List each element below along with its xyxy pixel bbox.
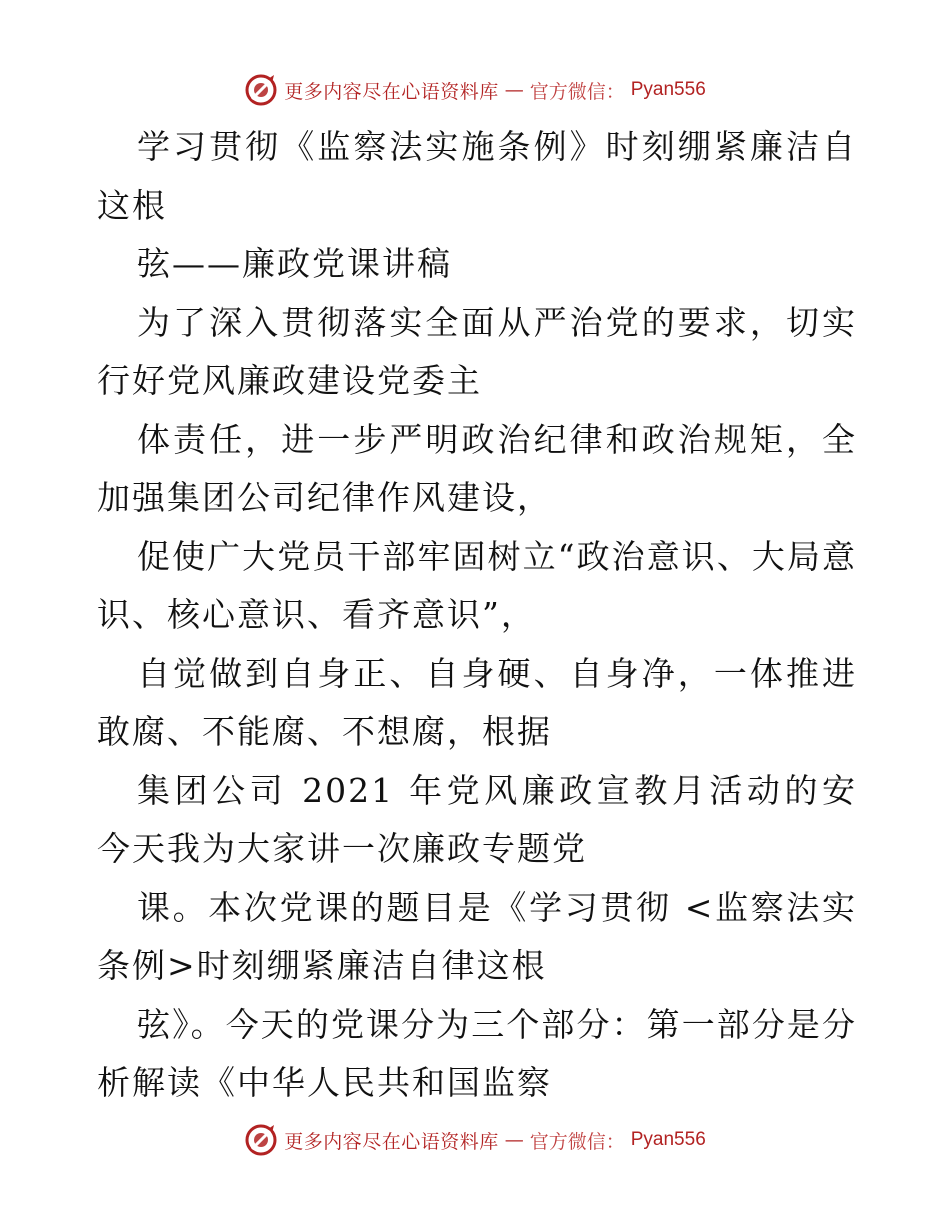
- text-line: 敢腐、不能腐、不想腐，根据: [97, 712, 552, 751]
- text-line: 课。本次党课的题目是《学习贯彻 <监察法实: [137, 887, 857, 927]
- text-line: 弦——廉政党课讲稿: [137, 244, 452, 283]
- watermark-separator: —: [504, 1129, 524, 1151]
- watermark-contact-label: 官方微信：: [529, 1130, 625, 1153]
- text-line: 识、核心意识、看齐意识”，: [97, 595, 536, 634]
- text-line: 弦》。今天的党课分为三个部分：第一部分是分: [137, 1004, 857, 1044]
- text-line: 今天我为大家讲一次廉政专题党: [97, 829, 587, 868]
- text-line: 这根: [97, 185, 167, 225]
- text-line: 析解读《中华人民共和国监察: [97, 1063, 552, 1102]
- text-line: 加强集团公司纪律作风建设，: [97, 478, 552, 517]
- header-watermark: [0, 70, 950, 110]
- logo-icon: [244, 1123, 278, 1157]
- watermark-text: 更多内容尽在心语资料库: [284, 80, 499, 103]
- text-line: 体责任，进一步严明政治纪律和政治规矩，全: [137, 419, 857, 459]
- watermark-contact-id: Pyan556: [630, 79, 706, 100]
- watermark-separator: —: [504, 79, 524, 101]
- watermark-text: 更多内容尽在心语资料库: [284, 1130, 499, 1153]
- text-line: 自觉做到自身正、自身硬、自身净，一体推进: [137, 653, 857, 693]
- text-line: 行好党风廉政建设党委主: [97, 361, 482, 400]
- watermark-contact-id: Pyan556: [630, 1129, 706, 1150]
- text-line: 为了深入贯彻落实全面从严治党的要求，切实: [137, 302, 857, 342]
- watermark-contact-label: 官方微信：: [529, 80, 625, 103]
- text-line: 学习贯彻《监察法实施条例》时刻绷紧廉洁自: [137, 127, 857, 166]
- text-line: 集团公司 2021 年党风廉政宣教月活动的安: [137, 770, 857, 810]
- footer-watermark: [0, 1120, 950, 1160]
- document-body: [97, 118, 857, 1113]
- logo-icon: [244, 73, 278, 107]
- text-line: 条例>时刻绷紧廉洁自律这根: [97, 946, 547, 985]
- text-line: 促使广大党员干部牢固树立“政治意识、大局意: [137, 536, 857, 576]
